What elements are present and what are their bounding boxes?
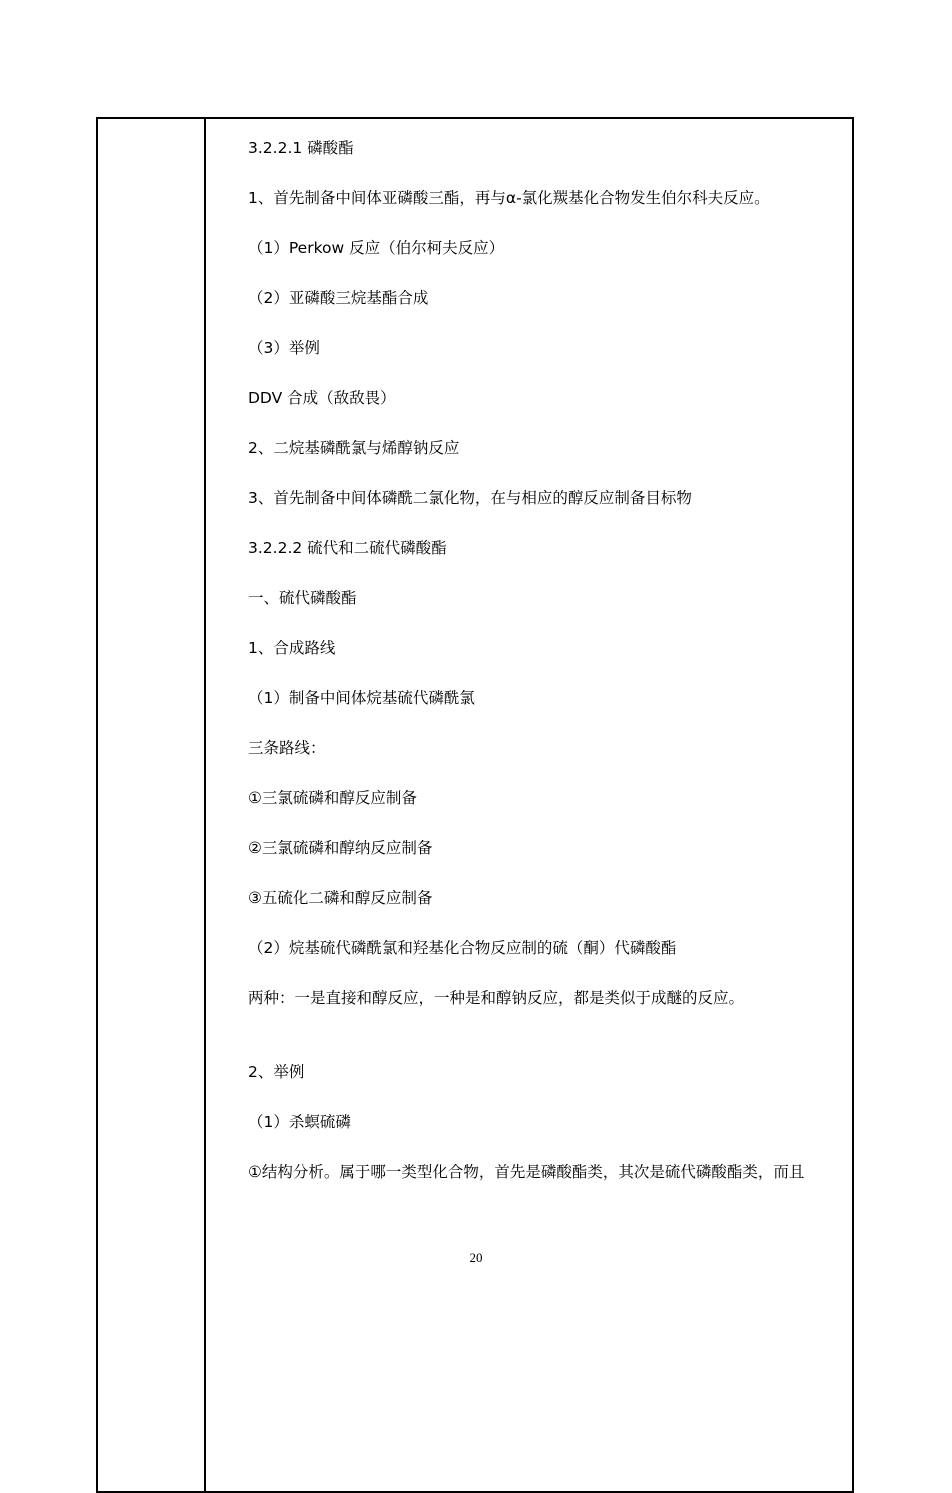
text-line: 2、二烷基磷酰氯与烯醇钠反应 [248, 439, 460, 457]
text-line: （1）杀螟硫磷 [248, 1113, 351, 1131]
text-line: 3、首先制备中间体磷酰二氯化物，在与相应的醇反应制备目标物 [248, 489, 692, 507]
text-line: 3.2.2.2 硫代和二硫代磷酸酯 [248, 539, 447, 557]
text-line: 2、举例 [248, 1063, 305, 1081]
text-line: ②三氯硫磷和醇纳反应制备 [248, 839, 433, 857]
text-line: DDV 合成（敌敌畏） [248, 389, 396, 407]
text-line: （1）制备中间体烷基硫代磷酰氯 [248, 689, 475, 707]
text-line: 两种：一是直接和醇反应，一种是和醇钠反应，都是类似于成醚的反应。 [248, 989, 745, 1007]
paragraph-gap [248, 1037, 848, 1061]
table-left-column [98, 119, 206, 1491]
text-line: 三条路线： [248, 739, 326, 757]
text-line: 1、合成路线 [248, 639, 336, 657]
text-line: （2）亚磷酸三烷基酯合成 [248, 289, 429, 307]
text-lines [248, 137, 848, 1211]
text-line: （1）Perkow 反应（伯尔柯夫反应） [248, 239, 505, 257]
text-line: 一、硫代磷酸酯 [248, 589, 357, 607]
text-line: 3.2.2.1 磷酸酯 [248, 139, 354, 157]
text-line: ①结构分析。属于哪一类型化合物，首先是磷酸酯类，其次是硫代磷酸酯类，而且 [248, 1163, 805, 1181]
page-number: 20 [469, 1250, 483, 1265]
text-line: ①三氯硫磷和醇反应制备 [248, 789, 417, 807]
text-line: ③五硫化二磷和醇反应制备 [248, 889, 433, 907]
content-table [96, 117, 854, 1493]
table-right-column [206, 119, 852, 1491]
text-line: （2）烷基硫代磷酰氯和羟基化合物反应制的硫（酮）代磷酸酯 [248, 939, 677, 957]
text-line: （3）举例 [248, 339, 320, 357]
text-line: 1、首先制备中间体亚磷酸三酯，再与α-氯化羰基化合物发生伯尔科夫反应。 [248, 189, 770, 207]
